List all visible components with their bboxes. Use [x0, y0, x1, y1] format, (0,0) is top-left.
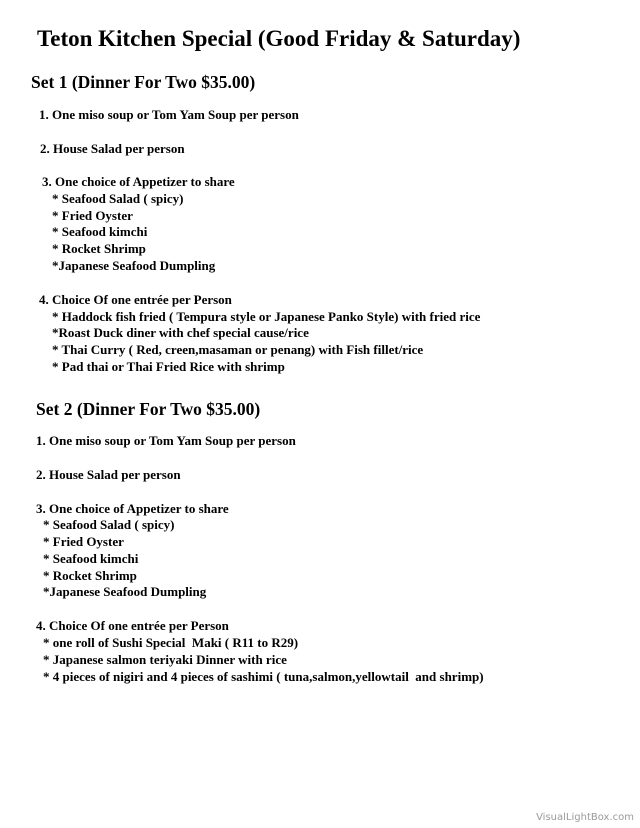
- set-2-appetizer-option: * Seafood Salad ( spicy): [43, 517, 175, 532]
- set-1-entree-option: *Roast Duck diner with chef special cause/rice: [52, 325, 309, 340]
- page-title: Teton Kitchen Special (Good Friday & Saturday): [37, 26, 521, 51]
- set-1-appetizer-option: * Fried Oyster: [52, 208, 133, 223]
- set-1-appetizer-heading: 3. One choice of Appetizer to share: [42, 174, 235, 189]
- set-2-entree-option: * one roll of Sushi Special Maki ( R11 to R29): [43, 635, 299, 650]
- set-1-appetizer-option: *Japanese Seafood Dumpling: [52, 258, 216, 273]
- set-1-appetizer-option: * Seafood Salad ( spicy): [52, 191, 184, 206]
- set-2-appetizer-option: *Japanese Seafood Dumpling: [43, 584, 207, 599]
- set-1-entree-heading: 4. Choice Of one entrée per Person: [39, 292, 232, 307]
- set-2-heading: Set 2 (Dinner For Two $35.00): [36, 399, 261, 419]
- set-2-item-soup: 1. One miso soup or Tom Yam Soup per person: [36, 433, 296, 448]
- set-1-entree-option: * Haddock fish fried ( Tempura style or Japanese Panko Style) with fried rice: [52, 309, 481, 324]
- set-2-appetizer-option: * Fried Oyster: [43, 534, 124, 549]
- set-2-appetizer-heading: 3. One choice of Appetizer to share: [36, 501, 229, 516]
- set-1-heading: Set 1 (Dinner For Two $35.00): [31, 72, 256, 92]
- set-1-entree-option: * Pad thai or Thai Fried Rice with shrimp: [52, 359, 285, 374]
- set-1-appetizer-option: * Seafood kimchi: [52, 224, 148, 239]
- set-1-appetizer-option: * Rocket Shrimp: [52, 241, 146, 256]
- watermark: VisualLightBox.com: [536, 812, 634, 823]
- set-2-appetizer-option: * Seafood kimchi: [43, 551, 139, 566]
- set-2-entree-option: * Japanese salmon teriyaki Dinner with rice: [43, 652, 287, 667]
- set-1-item-soup: 1. One miso soup or Tom Yam Soup per person: [39, 107, 299, 122]
- set-2-item-salad: 2. House Salad per person: [36, 467, 181, 482]
- set-2-entree-heading: 4. Choice Of one entrée per Person: [36, 618, 229, 633]
- set-1-item-salad: 2. House Salad per person: [40, 141, 185, 156]
- set-1-entree-option: * Thai Curry ( Red, creen,masaman or penang) with Fish fillet/rice: [52, 342, 424, 357]
- set-2-entree-option: * 4 pieces of nigiri and 4 pieces of sashimi ( tuna,salmon,yellowtail and shrimp): [43, 669, 484, 684]
- set-2-appetizer-option: * Rocket Shrimp: [43, 568, 137, 583]
